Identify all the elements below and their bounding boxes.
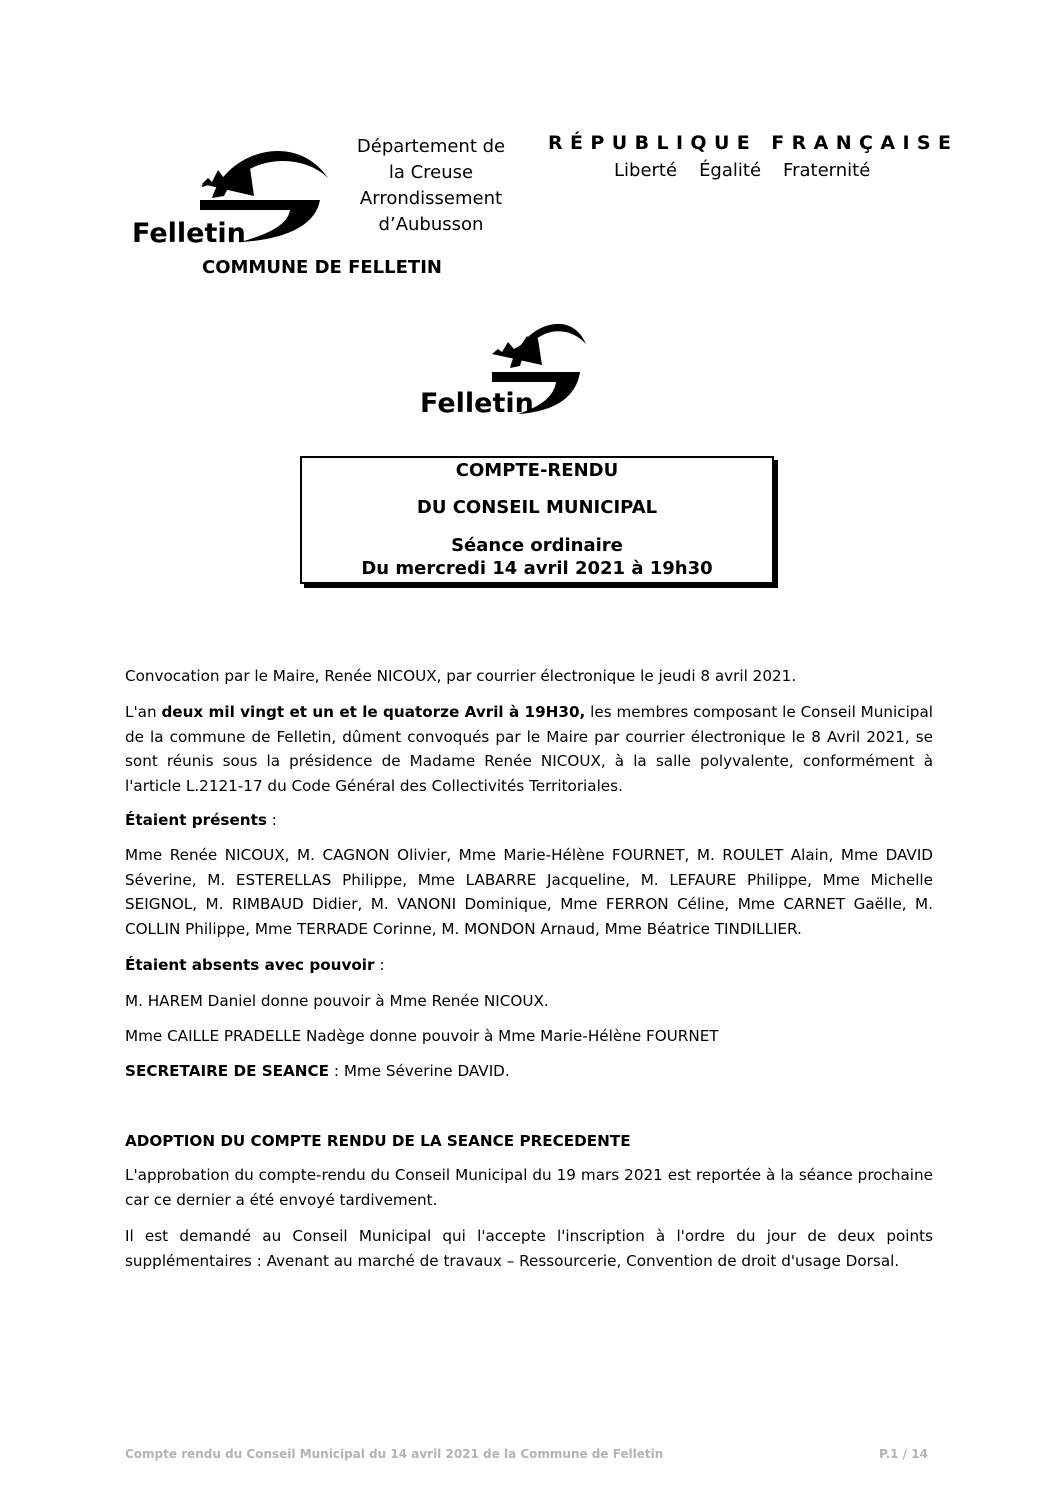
secretary-label: SECRETAIRE DE SEANCE bbox=[125, 1062, 330, 1080]
page-number: P.1 / 14 bbox=[879, 1447, 928, 1461]
motto-word: Liberté bbox=[614, 160, 678, 181]
intro-text: les membres composant le Conseil Municipal de la commune de Felletin, dûment convoqués par le Maire par courrier électronique le 8 Avril 2021, se sont réunis sous la présidence de Madame Renée NICOUX, à la salle polyvalente, conformément à l'article L.2121-17 du Code Général des Collectivités Territoriales. bbox=[125, 703, 933, 795]
logo-text: Felletin bbox=[420, 388, 534, 419]
present-heading bbox=[125, 808, 933, 833]
motto-word: Fraternité bbox=[783, 160, 871, 181]
title-line: Séance ordinaire bbox=[451, 535, 623, 556]
intro-paragraph bbox=[125, 700, 933, 798]
convocation-paragraph: Convocation par le Maire, Renée NICOUX, par courrier électronique le jeudi 8 avril 2021. bbox=[125, 667, 797, 685]
adoption-paragraph: L'approbation du compte-rendu du Conseil Municipal du 19 mars 2021 est reportée à la séance prochaine car ce dernier a été envoyé tardivement. bbox=[125, 1166, 933, 1209]
department-line: la Creuse bbox=[388, 162, 474, 183]
department-line: Arrondissement bbox=[359, 188, 503, 209]
absent-heading bbox=[125, 953, 933, 978]
commune-name: COMMUNE DE FELLETIN bbox=[202, 257, 442, 278]
absent-line: Mme CAILLE PRADELLE Nadège donne pouvoir à Mme Marie-Hélène FOURNET bbox=[125, 1027, 719, 1045]
absent-line: M. HAREM Daniel donne pouvoir à Mme Renée NICOUX. bbox=[125, 992, 549, 1010]
present-heading-label: Étaient présents bbox=[125, 811, 267, 829]
title-box bbox=[300, 456, 774, 584]
intro-text: L'an bbox=[125, 703, 162, 721]
present-list: Mme Renée NICOUX, M. CAGNON Olivier, Mme Marie-Hélène FOURNET, M. ROULET Alain, Mme DAVID Séverine, M. ESTERELLAS Philippe, Mme LABARRE Jacqueline, M. LEFAURE Philippe, Mme Michelle SEIGNOL, M. RIMBAUD Didier, M. VANONI Dominique, Mme FERRON Céline, Mme CARNET Gaëlle, M. COLLIN Philippe, Mme TERRADE Corinne, M. MONDON Arnaud, Mme Béatrice TINDILLIER. bbox=[125, 846, 933, 938]
adoption-paragraph: Il est demandé au Conseil Municipal qui l'accepte l'inscription à l'ordre du jour de deux points supplémentaires : Avenant au marché de travaux – Ressourcerie, Convention de droit d'usage Dorsal. bbox=[125, 1227, 933, 1270]
footer-title: Compte rendu du Conseil Municipal du 14 avril 2021 de la Commune de Felletin bbox=[125, 1447, 664, 1461]
secretary-value: : Mme Séverine DAVID. bbox=[329, 1062, 510, 1080]
title-line: COMPTE-RENDU bbox=[455, 460, 619, 481]
motto-word: Égalité bbox=[699, 160, 762, 181]
department-block bbox=[340, 134, 522, 238]
republic-title: RÉPUBLIQUE FRANÇAISE bbox=[548, 132, 959, 154]
intro-date-bold: deux mil vingt et un et le quatorze Avril à 19H30, bbox=[161, 703, 586, 721]
logo-text: Felletin bbox=[132, 218, 246, 248]
title-line: DU CONSEIL MUNICIPAL bbox=[416, 497, 658, 518]
secretary-line bbox=[125, 1059, 933, 1084]
republic-motto bbox=[614, 160, 870, 181]
heading-suffix: : bbox=[266, 811, 277, 829]
felletin-logo-large bbox=[418, 312, 588, 420]
heading-suffix: : bbox=[374, 956, 385, 974]
felletin-logo-small bbox=[130, 138, 330, 248]
department-line: d’Aubusson bbox=[378, 214, 484, 235]
title-line: Du mercredi 14 avril 2021 à 19h30 bbox=[361, 558, 713, 579]
department-line: Département de bbox=[356, 136, 506, 157]
adoption-heading: ADOPTION DU COMPTE RENDU DE LA SEANCE PRECEDENTE bbox=[125, 1132, 631, 1150]
absent-heading-label: Étaient absents avec pouvoir bbox=[125, 956, 375, 974]
